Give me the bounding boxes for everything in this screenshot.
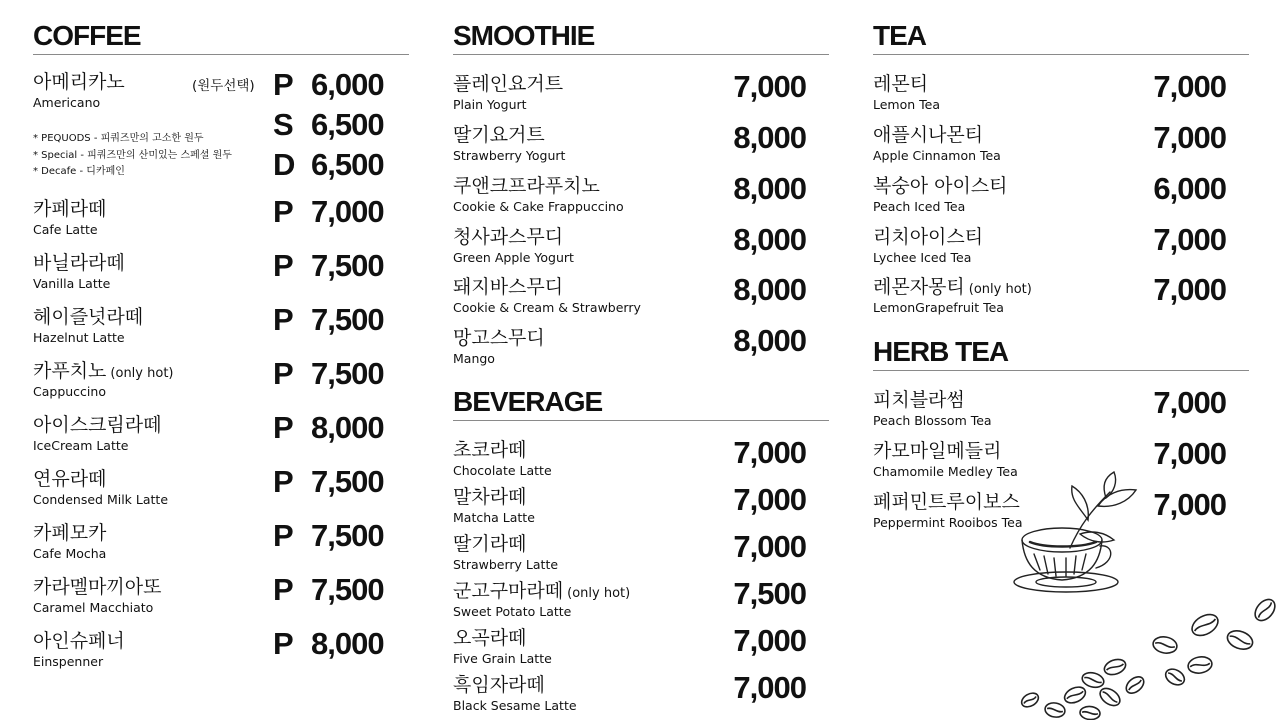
bean-notes (33, 131, 232, 181)
menu-item (33, 194, 409, 245)
size-label: P (273, 67, 294, 102)
item-price: 7,000 (1153, 222, 1226, 257)
menu-item (873, 69, 1249, 120)
item-price: 7,000 (1153, 120, 1226, 155)
menu-item (453, 576, 829, 627)
item-name-kr-text: 군고구마라떼 (453, 580, 564, 602)
bean-note: * PEQUODS - 피쿼즈만의 고소한 원두 (33, 133, 204, 144)
item-name-kr-text: 카푸치노 (33, 360, 107, 382)
coffee-section (33, 20, 409, 55)
item-name-kr: 망고스무디 (453, 327, 545, 349)
size-label: D (273, 147, 296, 182)
item-name-en: Sweet Potato Latte (453, 604, 572, 619)
item-name-kr: 헤이즐넛라떼 (33, 306, 144, 328)
item-name-kr: 연유라떼 (33, 468, 107, 490)
beverage-section (453, 386, 829, 720)
menu-item (453, 670, 829, 721)
menu-item (453, 171, 829, 222)
item-price: 7,500 (311, 248, 384, 283)
item-name-en: Chocolate Latte (453, 463, 552, 478)
coffee-title: COFFEE (33, 20, 409, 55)
menu-item (873, 385, 1249, 436)
item-price: 8,000 (733, 323, 806, 358)
item-price: 8,000 (733, 272, 806, 307)
item-price: 7,000 (733, 482, 806, 517)
item-name-en: Lemon Tea (873, 97, 941, 112)
tea-section (873, 20, 1249, 320)
item-name-kr: 아이스크림라떼 (33, 414, 162, 436)
item-price: 8,000 (733, 171, 806, 206)
size-label: P (273, 464, 294, 499)
menu-item (33, 518, 409, 569)
item-price: 7,000 (733, 69, 806, 104)
size-label: P (273, 518, 294, 553)
menu-item (453, 222, 829, 273)
size-label: P (273, 572, 294, 607)
smoothie-section (453, 20, 829, 370)
item-price: 7,000 (733, 670, 806, 705)
item-note: (only hot) (567, 586, 631, 601)
item-name-en: Apple Cinnamon Tea (873, 148, 1001, 163)
item-name-kr: 말차라떼 (453, 486, 527, 508)
size-label: P (273, 302, 294, 337)
item-name-en: Black Sesame Latte (453, 698, 577, 713)
item-price: 7,500 (311, 518, 384, 553)
menu-item (33, 626, 409, 677)
menu-item (33, 356, 409, 407)
item-name-kr-text: 레몬자몽티 (873, 276, 965, 298)
herb-tea-title: HERB TEA (873, 336, 1249, 371)
item-name-kr: 카라멜마끼아또 (33, 576, 162, 598)
item-name-en: Plain Yogurt (453, 97, 527, 112)
item-price: 7,500 (311, 464, 384, 499)
menu-item (873, 171, 1249, 222)
item-name-kr: 흑임자라떼 (453, 674, 545, 696)
item-price: 6,000 (311, 67, 384, 102)
item-name-kr: 애플시나몬티 (873, 124, 984, 146)
menu-item (33, 248, 409, 299)
item-name-kr: 돼지바스무디 (453, 276, 564, 298)
item-name-kr (453, 579, 630, 606)
menu-item (453, 69, 829, 120)
item-price: 8,000 (311, 410, 384, 445)
item-name-en: Einspenner (33, 654, 104, 669)
menu-item (453, 623, 829, 674)
bean-note: * Decafe - 디카페인 (33, 166, 125, 177)
coffee-list (33, 194, 409, 687)
item-name-en: Condensed Milk Latte (33, 492, 169, 507)
item-price: 8,000 (733, 222, 806, 257)
item-name-en: Mango (453, 351, 495, 366)
item-name-en: Caramel Macchiato (33, 600, 154, 615)
item-price: 7,500 (311, 302, 384, 337)
item-price: 7,000 (1153, 487, 1226, 522)
item-name-kr: 아메리카노 (33, 71, 125, 93)
item-name-en: Matcha Latte (453, 510, 535, 525)
item-name-kr: 카페모카 (33, 522, 107, 544)
menu-item (33, 410, 409, 461)
item-name-en: Peppermint Rooibos Tea (873, 515, 1023, 530)
item-name-en: Peach Iced Tea (873, 199, 966, 214)
item-name-en: LemonGrapefruit Tea (873, 300, 1004, 315)
item-name-en: Strawberry Yogurt (453, 148, 566, 163)
size-label: P (273, 194, 294, 229)
size-label: P (273, 626, 294, 661)
item-name-kr: 페퍼민트루이보스 (873, 491, 1020, 513)
item-price: 7,000 (1153, 436, 1226, 471)
item-price: 6,500 (311, 107, 384, 142)
item-name-en: Green Apple Yogurt (453, 250, 574, 265)
size-label: P (273, 356, 294, 391)
item-name-kr: 아인슈페너 (33, 630, 125, 652)
menu-item (33, 464, 409, 515)
item-price: 7,500 (311, 572, 384, 607)
item-name-en: Hazelnut Latte (33, 330, 125, 345)
item-name-en: Cookie & Cake Frappuccino (453, 199, 624, 214)
item-name-kr (33, 359, 174, 386)
item-name-en: Cafe Latte (33, 222, 98, 237)
item-name-en: Cookie & Cream & Strawberry (453, 300, 641, 315)
beverage-title: BEVERAGE (453, 386, 829, 421)
item-name-kr: 오곡라떼 (453, 627, 527, 649)
item-price: 7,000 (1153, 385, 1226, 420)
item-price: 7,000 (733, 435, 806, 470)
item-price: 7,000 (1153, 69, 1226, 104)
item-name-kr: 리치아이스티 (873, 226, 984, 248)
menu-item (453, 120, 829, 171)
menu-item (453, 529, 829, 580)
item-price: 7,000 (311, 194, 384, 229)
item-price: 7,000 (733, 529, 806, 564)
item-price: 6,000 (1153, 171, 1226, 206)
item-name-kr (873, 275, 1032, 302)
item-name-en: Cafe Mocha (33, 546, 107, 561)
menu-item (33, 302, 409, 353)
size-label: P (273, 248, 294, 283)
item-name-kr: 레몬티 (873, 73, 929, 95)
bean-note: * Special - 피쿼즈만의 산미있는 스페셜 원두 (33, 149, 232, 161)
item-name-en: Five Grain Latte (453, 651, 552, 666)
item-name-kr: 플레인요거트 (453, 73, 564, 95)
item-name-en: Vanilla Latte (33, 276, 111, 291)
menu-item (33, 572, 409, 623)
smoothie-title: SMOOTHIE (453, 20, 829, 55)
coffee-beans-sketch-icon (1015, 585, 1280, 720)
tea-title: TEA (873, 20, 1249, 55)
item-note: (only hot) (110, 366, 174, 381)
item-name-en: IceCream Latte (33, 438, 129, 453)
item-name-kr: 피치블라썸 (873, 389, 965, 411)
bean-choice-label: (원두선택) (192, 78, 255, 94)
item-price: 7,500 (311, 356, 384, 391)
item-name-kr: 청사과스무디 (453, 226, 564, 248)
size-label: S (273, 107, 294, 142)
item-name-kr: 쿠앤크프라푸치노 (453, 175, 600, 197)
item-name-en: Americano (33, 95, 101, 110)
menu-item (453, 272, 829, 323)
menu-item (453, 323, 829, 374)
menu-item (873, 222, 1249, 273)
item-name-en: Lychee Iced Tea (873, 250, 972, 265)
size-label: P (273, 410, 294, 445)
item-name-en: Strawberry Latte (453, 557, 559, 572)
item-name-en: Chamomile Medley Tea (873, 464, 1018, 479)
menu-item (873, 272, 1249, 323)
item-name-kr: 복숭아 아이스티 (873, 175, 1008, 197)
item-price: 8,000 (311, 626, 384, 661)
item-price: 8,000 (733, 120, 806, 155)
item-price: 7,500 (733, 576, 806, 611)
item-name-en: Peach Blossom Tea (873, 413, 992, 428)
item-price: 7,000 (1153, 272, 1226, 307)
item-name-kr: 바닐라라떼 (33, 252, 125, 274)
menu-item (453, 435, 829, 486)
item-name-kr: 초코라떼 (453, 439, 527, 461)
item-name-kr: 카페라떼 (33, 198, 107, 220)
coffee-cup-sketch-icon (1010, 470, 1150, 600)
item-note: (only hot) (968, 282, 1032, 297)
menu-item (873, 120, 1249, 171)
item-price: 6,500 (311, 147, 384, 182)
item-name-kr: 딸기요거트 (453, 124, 545, 146)
item-name-en: Cappuccino (33, 384, 106, 399)
item-name-kr: 카모마일메들리 (873, 440, 1002, 462)
item-name-kr: 딸기라떼 (453, 533, 527, 555)
item-price: 7,000 (733, 623, 806, 658)
menu-item (453, 482, 829, 533)
